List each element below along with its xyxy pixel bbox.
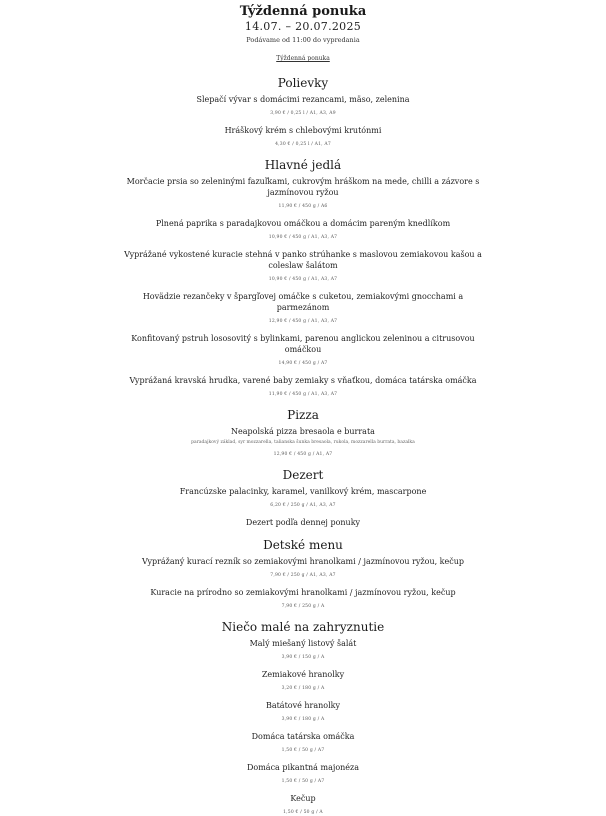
section-title: Hlavné jedlá — [264, 158, 342, 172]
menu-item-price: 7,90 € / 250 g / A — [281, 604, 325, 609]
menu-item — [0, 587, 606, 610]
menu-item — [0, 125, 606, 148]
menu-item-name: Francúzske palacinky, karamel, vanilkový krém, mascarpone — [179, 487, 427, 496]
menu-item-name: Vyprážané vykostené kuracie stehná v panko strúhanke s maslovou zemiakovou kašou a coleslaw šalátom — [124, 250, 482, 270]
section-title: Polievky — [277, 76, 329, 90]
menu-section — [0, 158, 606, 398]
menu-item — [0, 291, 606, 325]
menu-item-price: 12,90 € / 450 g / A1, A7 — [273, 452, 333, 457]
menu-item — [0, 94, 606, 117]
menu-item-name: Konfitovaný pstruh lososovitý s bylinkami, parenou anglickou zeleninou a citrusovou omáčkou — [131, 334, 475, 354]
menu-item — [0, 793, 606, 816]
menu-item-price: 1,50 € / 50 g / A — [283, 810, 323, 815]
menu-item-price: 6,20 € / 250 g / A1, A3, A7 — [270, 503, 336, 508]
menu-item-price: 12,90 € / 450 g / A1, A3, A7 — [268, 319, 338, 324]
section-title: Detské menu — [263, 538, 343, 552]
menu-item-price: 11,90 € / 450 g / A6 — [278, 204, 328, 209]
menu-item — [0, 731, 606, 754]
menu-item-name: Vyprážaný kurací rezník so zemiakovými hranolkami / jazmínovou ryžou, kečup — [141, 557, 465, 566]
weekly-offer-link[interactable]: Týždenná ponuka — [276, 55, 330, 62]
menu-item-name: Slepačí vývar s domácimi rezancami, mäso, zelenina — [196, 95, 410, 104]
menu-item — [0, 249, 606, 283]
menu-item — [0, 638, 606, 661]
serving-note: Podávame od 11:00 do vypredania — [246, 36, 360, 44]
menu-item — [0, 669, 606, 692]
menu-item-name: Vyprážaná kravská hrudka, varené baby zemiaky s vňaťkou, domáca tatárska omáčka — [129, 376, 477, 385]
menu-section — [0, 468, 606, 528]
menu-item-name: Kuracie na prírodno so zemiakovými hranolkami / jazmínovou ryžou, kečup — [150, 588, 456, 597]
menu-item-price: 10,90 € / 450 g / A1, A3, A7 — [268, 235, 338, 240]
menu-item-name: Domáca pikantná majonéza — [246, 763, 360, 772]
section-title: Pizza — [287, 408, 319, 422]
menu-item-name: Kečup — [290, 794, 316, 803]
menu-item — [0, 700, 606, 723]
menu-item-price: 1,50 € / 50 g / A7 — [281, 779, 325, 784]
menu-item-name: Hovädzie rezančeky v špargľovej omáčke s cuketou, zemiakovými gnocchami a parmezánom — [142, 292, 464, 312]
menu-item-price: 3,90 € / 180 g / A — [281, 717, 325, 722]
menu-item-name: Domáca tatárska omáčka — [251, 732, 355, 741]
menu-item — [0, 486, 606, 509]
menu-item-price: 1,50 € / 50 g / A7 — [281, 748, 325, 753]
menu-item — [0, 218, 606, 241]
menu-item-name: Dezert podľa dennej ponuky — [245, 518, 361, 527]
menu-item-name: Neapolská pizza bresaola e burrata — [231, 427, 375, 436]
menu-item — [0, 556, 606, 579]
menu-item-name: Morčacie prsia so zeleninými fazuľkami, cukrovým hráškom na mede, chilli a zázvore s jazmínovou ryžou — [126, 177, 480, 197]
menu-item-price: 3,20 € / 180 g / A — [281, 686, 325, 691]
menu-item — [0, 426, 606, 458]
menu-item-name: Plnená paprika s paradajkovou omáčkou a domácim pareným knedlíkom — [155, 219, 451, 228]
menu-item-price: 7,90 € / 250 g / A1, A3, A7 — [270, 573, 336, 578]
date-range: 14.07. – 20.07.2025 — [244, 20, 362, 33]
menu-section — [0, 620, 606, 816]
menu-item — [0, 375, 606, 398]
menu-item-price: 14,90 € / 450 g / A7 — [278, 361, 328, 366]
menu-item-name: Hráškový krém s chlebovými krutónmi — [224, 126, 382, 135]
menu-section — [0, 408, 606, 458]
menu-item-price: 3,90 € / 150 g / A — [281, 655, 325, 660]
menu-item-name: Batátové hranolky — [265, 701, 341, 710]
section-title: Dezert — [282, 468, 324, 482]
menu-item-price: 3,90 € / 0,25 l / A1, A3, A9 — [270, 111, 336, 116]
menu-item-price: 11,90 € / 450 g / A1, A3, A7 — [268, 392, 338, 397]
page-title: Týždenná ponuka — [239, 4, 367, 19]
menu-section — [0, 76, 606, 148]
menu-item-price: 4,30 € / 0,25 l / A1, A7 — [275, 142, 331, 147]
menu-item — [0, 517, 606, 528]
menu-item-price: 10,90 € / 450 g / A1, A3, A7 — [268, 277, 338, 282]
menu-section — [0, 538, 606, 610]
menu-item-name: Malý miešaný listový šalát — [249, 639, 357, 648]
menu-item-name: Zemiakové hranolky — [261, 670, 345, 679]
menu-sections — [0, 76, 606, 816]
menu-item — [0, 176, 606, 210]
menu-item — [0, 762, 606, 785]
section-title: Niečo malé na zahryznutie — [221, 620, 385, 634]
menu-item — [0, 333, 606, 367]
menu-item-description: paradajkový základ, syr mozzarella, talianska šunka bresaola, rukola, mozzarella burrata, bazalka — [191, 440, 415, 445]
